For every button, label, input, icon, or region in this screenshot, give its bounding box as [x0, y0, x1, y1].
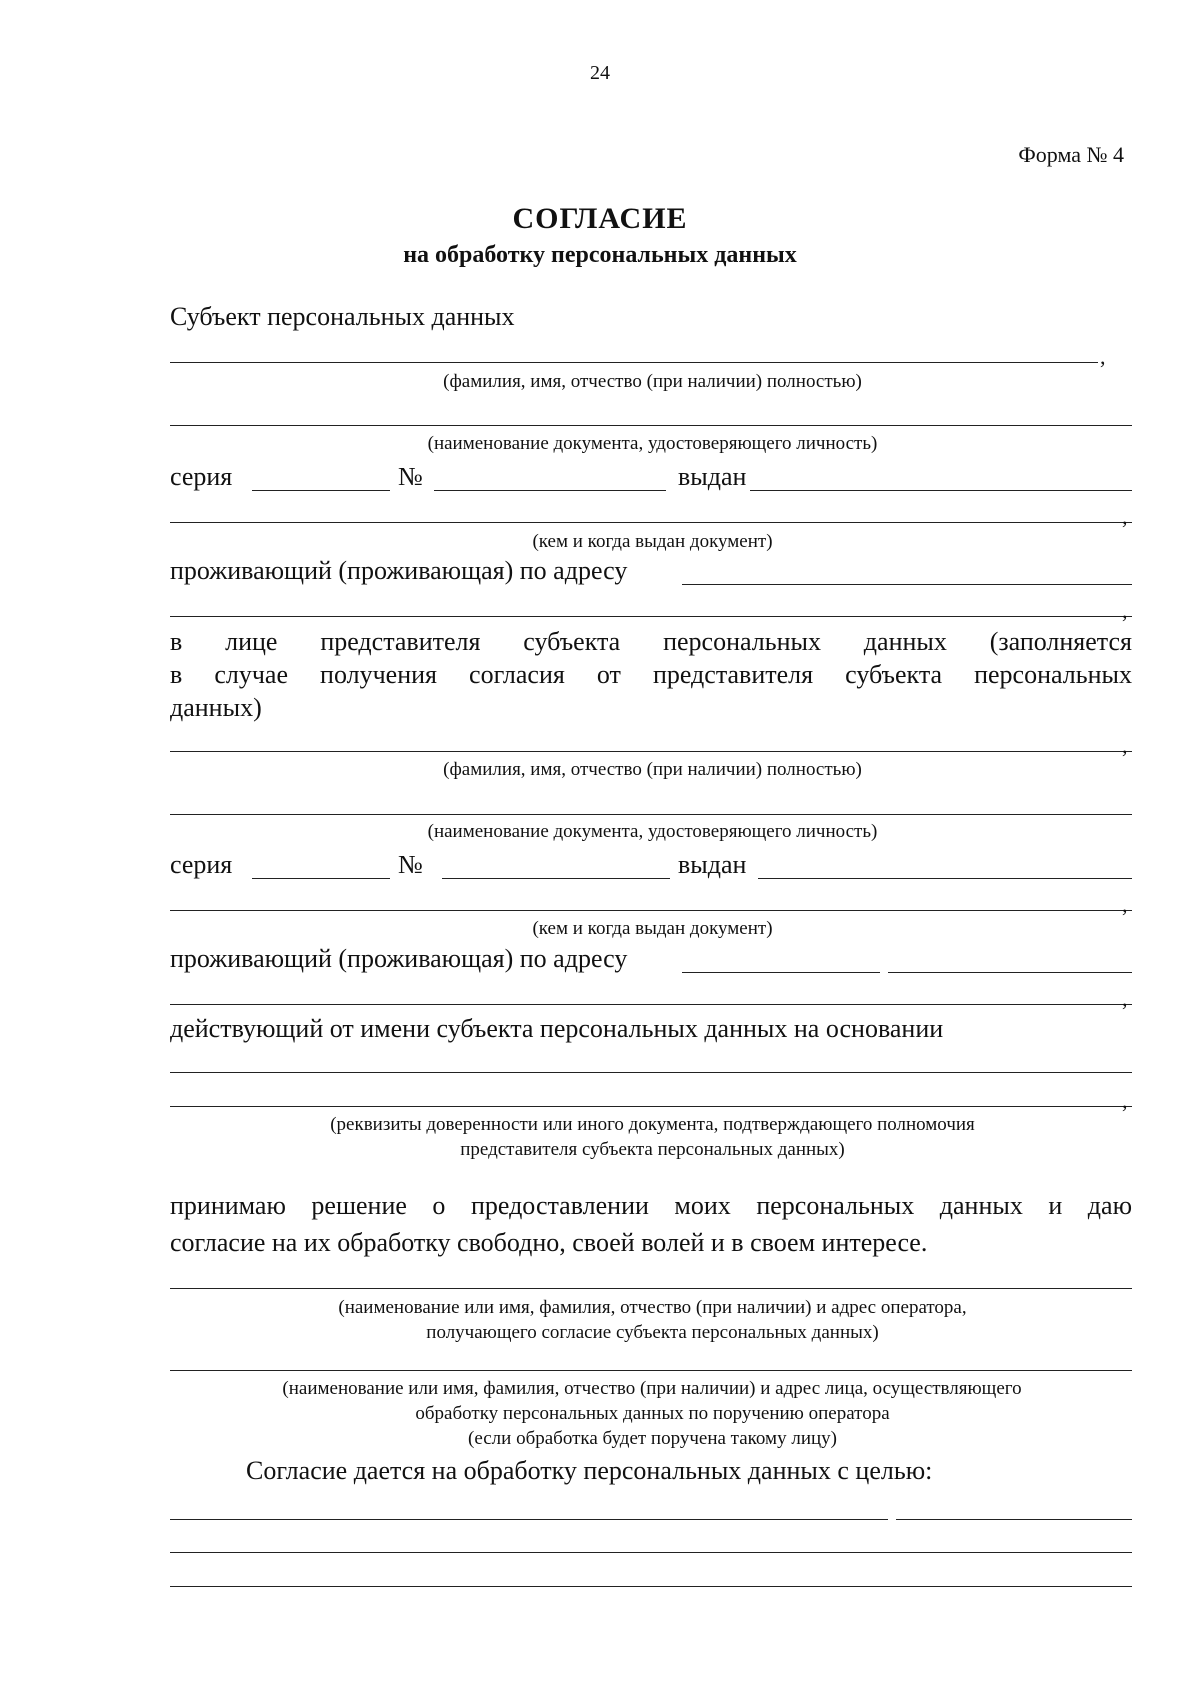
representative-intro-line-3: данных)	[170, 693, 262, 722]
comma: ,	[1122, 598, 1128, 623]
processor-caption-line-2: обработку персональных данных по поручению оператора	[415, 1403, 890, 1424]
issued-label: выдан	[678, 462, 747, 491]
document-subtitle: на обработку персональных данных	[403, 242, 797, 268]
representative-series-field[interactable]	[252, 878, 390, 879]
representative-fio-caption: (фамилия, имя, отчество (при наличии) полностью)	[443, 759, 862, 780]
purpose-field-2[interactable]	[170, 1552, 1132, 1553]
representative-issued-caption: (кем и когда выдан документ)	[532, 918, 773, 939]
subject-series-field[interactable]	[252, 490, 390, 491]
subject-issued-by-field[interactable]	[170, 522, 1132, 523]
subject-series-row	[170, 462, 1132, 498]
comma: ,	[1100, 344, 1106, 369]
representative-issued-by-field[interactable]	[170, 910, 1132, 911]
representative-document-field[interactable]	[170, 814, 1132, 815]
representative-address-field[interactable]	[682, 972, 880, 973]
address-label: проживающий (проживающая) по адресу	[170, 556, 628, 585]
representative-address-field-2[interactable]	[170, 1004, 1132, 1005]
number-label: №	[398, 850, 423, 879]
comma: ,	[1122, 892, 1128, 917]
series-label: серия	[170, 850, 233, 879]
comma: ,	[1122, 733, 1128, 758]
acting-on-behalf-label: действующий от имени субъекта персональных данных на основании	[170, 1014, 944, 1043]
subject-number-field[interactable]	[434, 490, 666, 491]
purpose-label: Согласие дается на обработку персональных данных с целью:	[246, 1456, 933, 1485]
purpose-field-3[interactable]	[170, 1586, 1132, 1587]
subject-document-field[interactable]	[170, 425, 1132, 426]
operator-field[interactable]	[170, 1288, 1132, 1289]
operator-caption-line-1: (наименование или имя, фамилия, отчество (при наличии) и адрес оператора,	[338, 1297, 967, 1318]
representative-document-caption: (наименование документа, удостоверяющего личность)	[427, 821, 878, 842]
address-label: проживающий (проживающая) по адресу	[170, 944, 628, 973]
subject-issued-caption: (кем и когда выдан документ)	[532, 531, 773, 552]
comma: ,	[1122, 986, 1128, 1011]
processor-field[interactable]	[170, 1370, 1132, 1371]
subject-fio-caption: (фамилия, имя, отчество (при наличии) полностью)	[443, 371, 862, 392]
subject-issued-field[interactable]	[750, 490, 1132, 491]
subject-fio-field[interactable]	[170, 362, 1098, 363]
purpose-field-1b[interactable]	[896, 1519, 1132, 1520]
series-label: серия	[170, 462, 233, 491]
subject-address-row	[170, 556, 1132, 592]
subject-address-field[interactable]	[682, 584, 1132, 585]
representative-intro-line-1: в лице представителя субъекта персональных данных (заполняется	[170, 627, 1132, 656]
representative-address-field-extra[interactable]	[888, 972, 1132, 973]
comma: ,	[1122, 504, 1128, 529]
representative-intro-line-2: в случае получения согласия от представителя субъекта персональных	[170, 660, 1132, 689]
form-number: Форма № 4	[1018, 142, 1124, 167]
decision-line-1: принимаю решение о предоставлении моих персональных данных и даю	[170, 1191, 1132, 1220]
representative-fio-field[interactable]	[170, 751, 1132, 752]
proxy-caption-line-2: представителя субъекта персональных данных)	[460, 1139, 845, 1160]
proxy-caption-line-1: (реквизиты доверенности или иного документа, подтверждающего полномочия	[330, 1114, 975, 1135]
issued-label: выдан	[678, 850, 747, 879]
purpose-field-1[interactable]	[170, 1519, 888, 1520]
subject-label: Субъект персональных данных	[170, 302, 515, 331]
document-title: СОГЛАСИЕ	[512, 202, 688, 235]
representative-address-row	[170, 944, 1132, 980]
basis-field-1[interactable]	[170, 1072, 1132, 1073]
representative-series-row	[170, 850, 1132, 886]
page-number: 24	[590, 62, 610, 84]
operator-caption-line-2: получающего согласие субъекта персональных данных)	[426, 1322, 879, 1343]
subject-address-field-2[interactable]	[170, 616, 1132, 617]
basis-field-2[interactable]	[170, 1106, 1132, 1107]
processor-caption-line-1: (наименование или имя, фамилия, отчество (при наличии) и адрес лица, осуществляющего	[282, 1378, 1022, 1399]
number-label: №	[398, 462, 423, 491]
decision-line-2: согласие на их обработку свободно, своей волей и в своем интересе.	[170, 1228, 928, 1257]
comma: ,	[1122, 1088, 1128, 1113]
representative-issued-field[interactable]	[758, 878, 1132, 879]
subject-document-caption: (наименование документа, удостоверяющего личность)	[427, 433, 878, 454]
processor-caption-line-3: (если обработка будет поручена такому лицу)	[468, 1428, 837, 1449]
representative-number-field[interactable]	[442, 878, 670, 879]
